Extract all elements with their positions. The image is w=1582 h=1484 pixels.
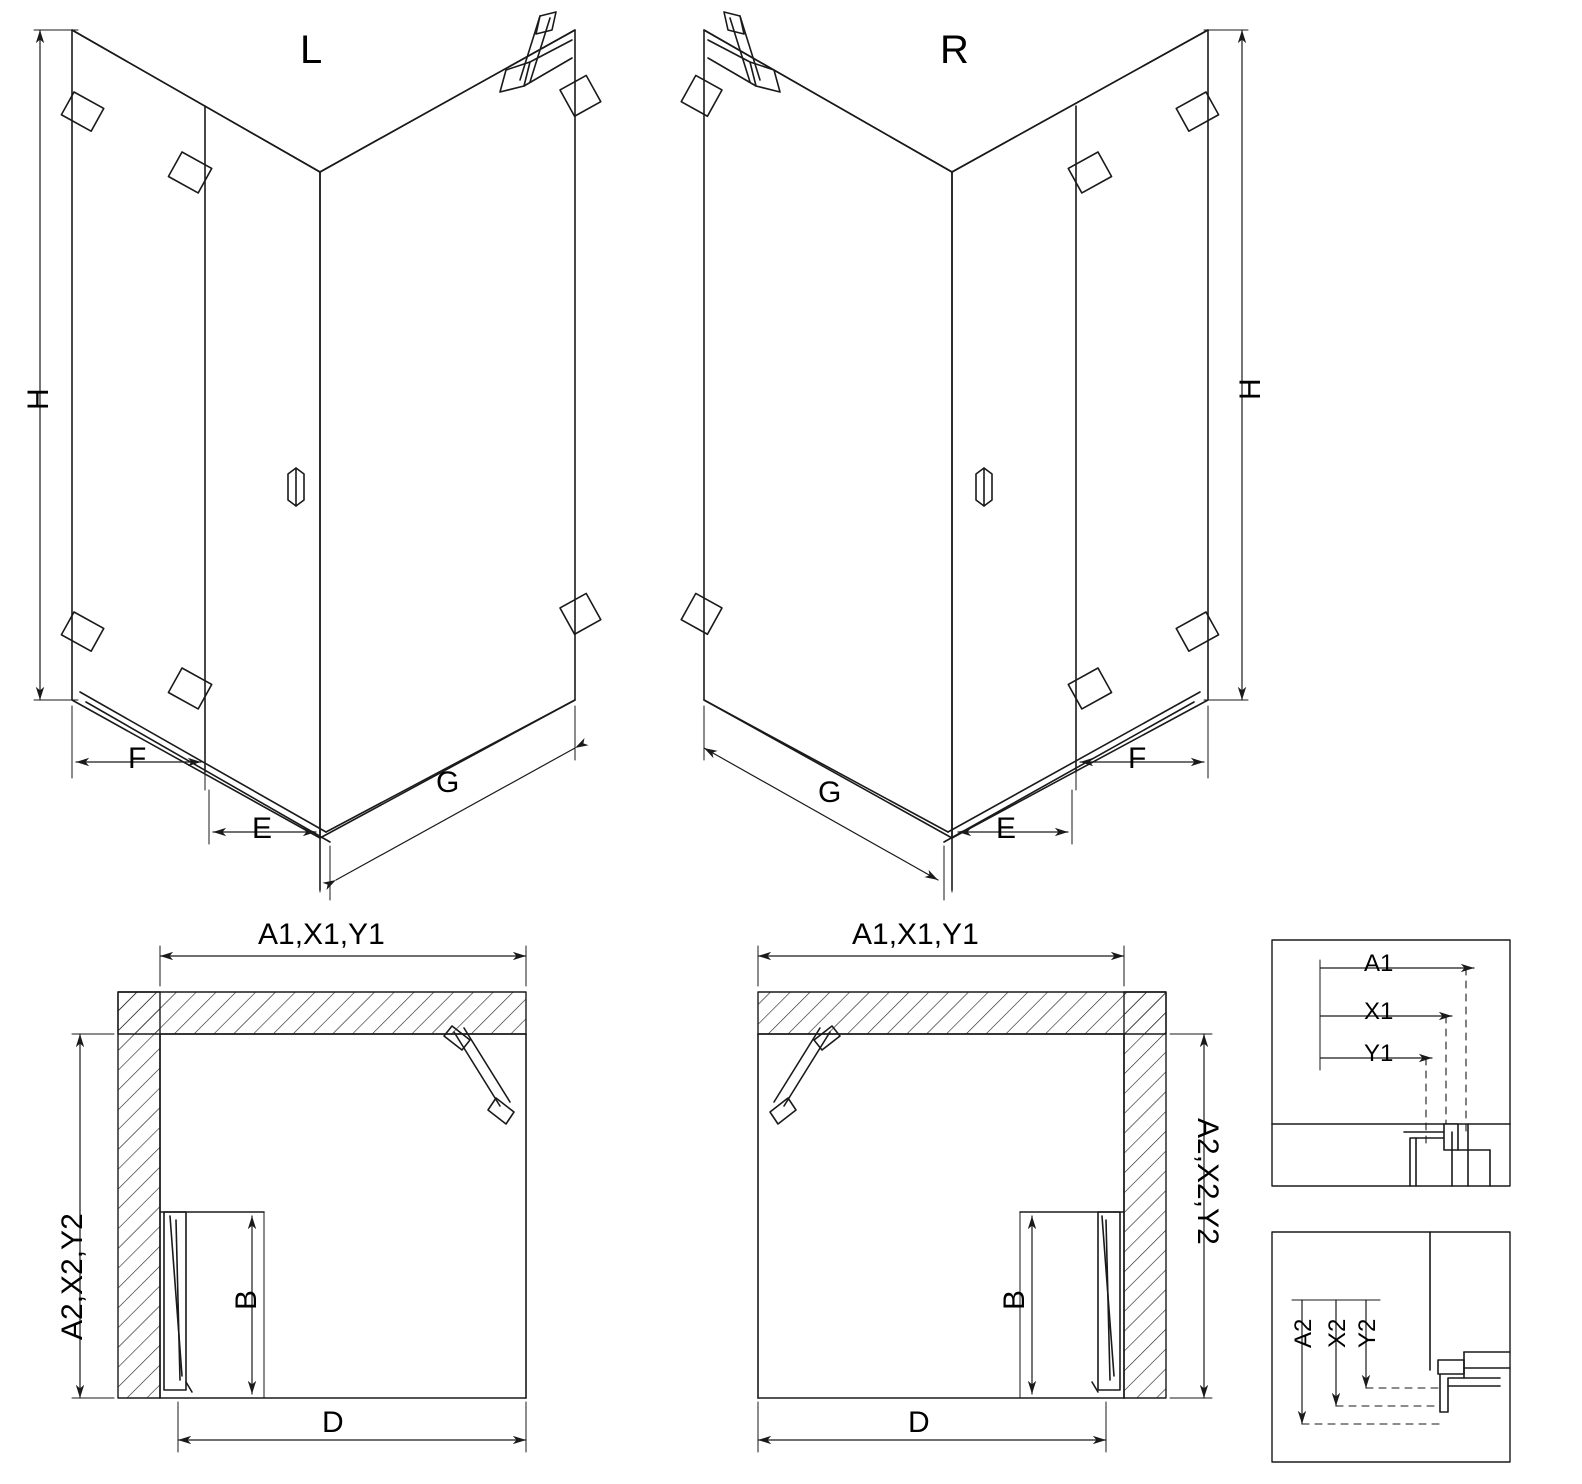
iso-view-right	[681, 12, 1248, 900]
dimension-label-height-left: H	[22, 388, 55, 410]
dimension-label-e-right: E	[996, 812, 1017, 845]
detail-bottom-row-y2: Y2	[1354, 1318, 1381, 1348]
variant-label-left: L	[300, 28, 323, 72]
plan-top-dimension-left: A1,X1,Y1	[258, 918, 385, 951]
plan-view-left	[72, 946, 526, 1452]
detail-top-row-x1: X1	[1364, 998, 1394, 1025]
plan-view-right	[758, 946, 1212, 1452]
dimension-label-g-right: G	[818, 776, 842, 809]
dimension-label-g-left: G	[436, 766, 460, 799]
plan-left-dimension-left: A2,X2,Y2	[56, 1213, 89, 1340]
dimension-label-e-left: E	[252, 812, 273, 845]
dimension-label-height-right: H	[1234, 378, 1267, 400]
detail-bottom-row-x2: X2	[1324, 1318, 1351, 1348]
detail-top-row-y1: Y1	[1364, 1040, 1394, 1067]
detail-top-row-a1: A1	[1364, 950, 1394, 977]
dimension-label-f-right: F	[1128, 742, 1147, 775]
plan-inner-dimension-right: B	[998, 1289, 1031, 1310]
iso-view-left	[34, 12, 601, 900]
plan-right-dimension-right: A2,X2,Y2	[1191, 1118, 1224, 1245]
detail-bottom-row-a2: A2	[1290, 1318, 1317, 1348]
plan-bottom-dimension-right: D	[908, 1406, 930, 1439]
variant-label-right: R	[940, 28, 969, 72]
dimension-label-f-left: F	[128, 742, 147, 775]
plan-bottom-dimension-left: D	[322, 1406, 344, 1439]
plan-top-dimension-right: A1,X1,Y1	[852, 918, 979, 951]
plan-inner-dimension-left: B	[230, 1289, 263, 1310]
